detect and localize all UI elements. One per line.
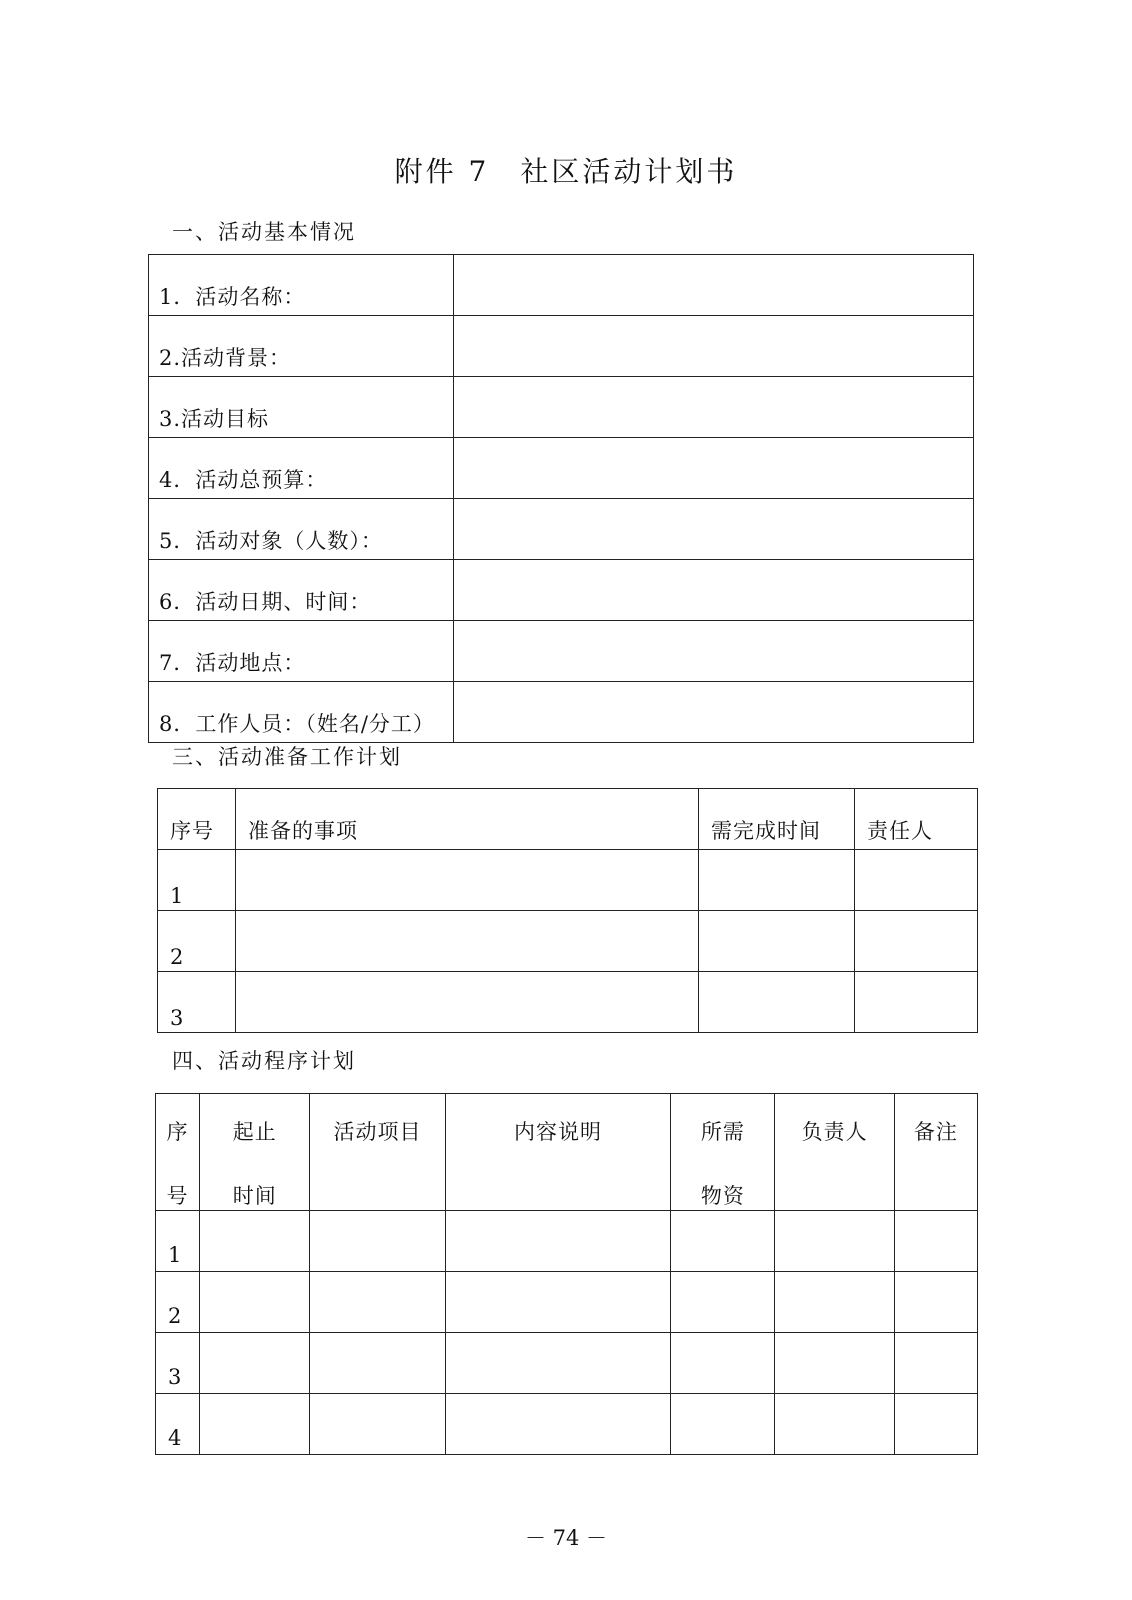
value-cell[interactable] <box>454 682 974 743</box>
basic-info-table <box>148 254 974 743</box>
header-line: 时间 <box>232 1184 277 1208</box>
row-label: 5．活动对象（人数）： <box>149 499 454 560</box>
table-cell[interactable] <box>671 1211 775 1272</box>
section-heading-preparation: 三、活动准备工作计划 <box>172 745 402 769</box>
table-cell[interactable] <box>855 850 978 911</box>
table-cell[interactable] <box>445 1333 671 1394</box>
header-line: 内容说明 <box>513 1120 602 1144</box>
table-cell[interactable] <box>310 1211 445 1272</box>
table-row <box>158 850 978 911</box>
table-row <box>149 682 974 743</box>
row-number: 3 <box>158 972 236 1033</box>
value-cell[interactable] <box>454 499 974 560</box>
table-row <box>156 1272 978 1333</box>
header-line: 号 <box>166 1184 189 1208</box>
table-cell[interactable] <box>445 1211 671 1272</box>
table-cell[interactable] <box>200 1394 310 1455</box>
table-row <box>156 1394 978 1455</box>
row-number: 1 <box>156 1211 200 1272</box>
column-header <box>775 1094 894 1211</box>
table-row <box>156 1211 978 1272</box>
table-row <box>149 621 974 682</box>
section-heading-procedure: 四、活动程序计划 <box>172 1049 356 1073</box>
value-cell[interactable] <box>454 621 974 682</box>
row-label: 1．活动名称： <box>149 255 454 316</box>
table-row <box>158 972 978 1033</box>
preparation-plan-table <box>157 788 978 1033</box>
table-cell[interactable] <box>236 850 699 911</box>
header-line: 活动项目 <box>333 1120 422 1144</box>
row-label: 8．工作人员：（姓名/分工） <box>149 682 454 743</box>
value-cell[interactable] <box>454 438 974 499</box>
header-line: 所需 <box>700 1120 745 1144</box>
table-cell[interactable] <box>671 1272 775 1333</box>
row-label: 7．活动地点： <box>149 621 454 682</box>
column-header <box>310 1094 445 1211</box>
table-cell[interactable] <box>445 1272 671 1333</box>
table-row <box>149 377 974 438</box>
column-header: 责任人 <box>855 789 978 850</box>
table-cell[interactable] <box>310 1272 445 1333</box>
table-cell[interactable] <box>310 1394 445 1455</box>
row-label: 3.活动目标 <box>149 377 454 438</box>
table-header-row <box>158 789 978 850</box>
column-header <box>200 1094 310 1211</box>
column-header <box>156 1094 200 1211</box>
row-number: 2 <box>158 911 236 972</box>
table-row <box>149 438 974 499</box>
table-cell[interactable] <box>200 1211 310 1272</box>
table-row <box>156 1333 978 1394</box>
row-number: 4 <box>156 1394 200 1455</box>
table-cell[interactable] <box>775 1272 894 1333</box>
table-cell[interactable] <box>855 911 978 972</box>
table-cell[interactable] <box>894 1211 977 1272</box>
column-header: 序号 <box>158 789 236 850</box>
table-cell[interactable] <box>200 1333 310 1394</box>
header-line: 物资 <box>700 1184 745 1208</box>
row-number: 2 <box>156 1272 200 1333</box>
procedure-plan-table <box>155 1093 978 1455</box>
row-label: 2.活动背景： <box>149 316 454 377</box>
table-header-row <box>156 1094 978 1211</box>
page-title: 附件 7 社区活动计划书 <box>394 155 738 188</box>
section-heading-basic-info: 一、活动基本情况 <box>172 220 356 244</box>
table-cell[interactable] <box>671 1394 775 1455</box>
table-cell[interactable] <box>671 1333 775 1394</box>
table-cell[interactable] <box>855 972 978 1033</box>
header-line: 负责人 <box>801 1120 868 1144</box>
table-row <box>149 560 974 621</box>
value-cell[interactable] <box>454 560 974 621</box>
column-header <box>894 1094 977 1211</box>
header-line: 备注 <box>913 1120 958 1144</box>
value-cell[interactable] <box>454 255 974 316</box>
table-cell[interactable] <box>699 911 855 972</box>
table-row <box>149 316 974 377</box>
table-cell[interactable] <box>310 1333 445 1394</box>
column-header <box>671 1094 775 1211</box>
row-label: 4．活动总预算： <box>149 438 454 499</box>
table-cell[interactable] <box>894 1333 977 1394</box>
value-cell[interactable] <box>454 377 974 438</box>
table-cell[interactable] <box>894 1272 977 1333</box>
row-label: 6．活动日期、时间： <box>149 560 454 621</box>
column-header: 需完成时间 <box>699 789 855 850</box>
column-header <box>445 1094 671 1211</box>
table-cell[interactable] <box>699 850 855 911</box>
table-cell[interactable] <box>236 972 699 1033</box>
table-row <box>149 499 974 560</box>
column-header: 准备的事项 <box>236 789 699 850</box>
table-row <box>158 911 978 972</box>
table-cell[interactable] <box>775 1333 894 1394</box>
header-line: 起止 <box>232 1120 277 1144</box>
table-row <box>149 255 974 316</box>
table-cell[interactable] <box>699 972 855 1033</box>
table-cell[interactable] <box>445 1394 671 1455</box>
row-number: 3 <box>156 1333 200 1394</box>
page-number: － 74 － <box>524 1526 608 1550</box>
table-cell[interactable] <box>894 1394 977 1455</box>
header-line: 序 <box>166 1120 189 1144</box>
table-cell[interactable] <box>775 1211 894 1272</box>
table-cell[interactable] <box>775 1394 894 1455</box>
row-number: 1 <box>158 850 236 911</box>
value-cell[interactable] <box>454 316 974 377</box>
table-cell[interactable] <box>236 911 699 972</box>
table-cell[interactable] <box>200 1272 310 1333</box>
